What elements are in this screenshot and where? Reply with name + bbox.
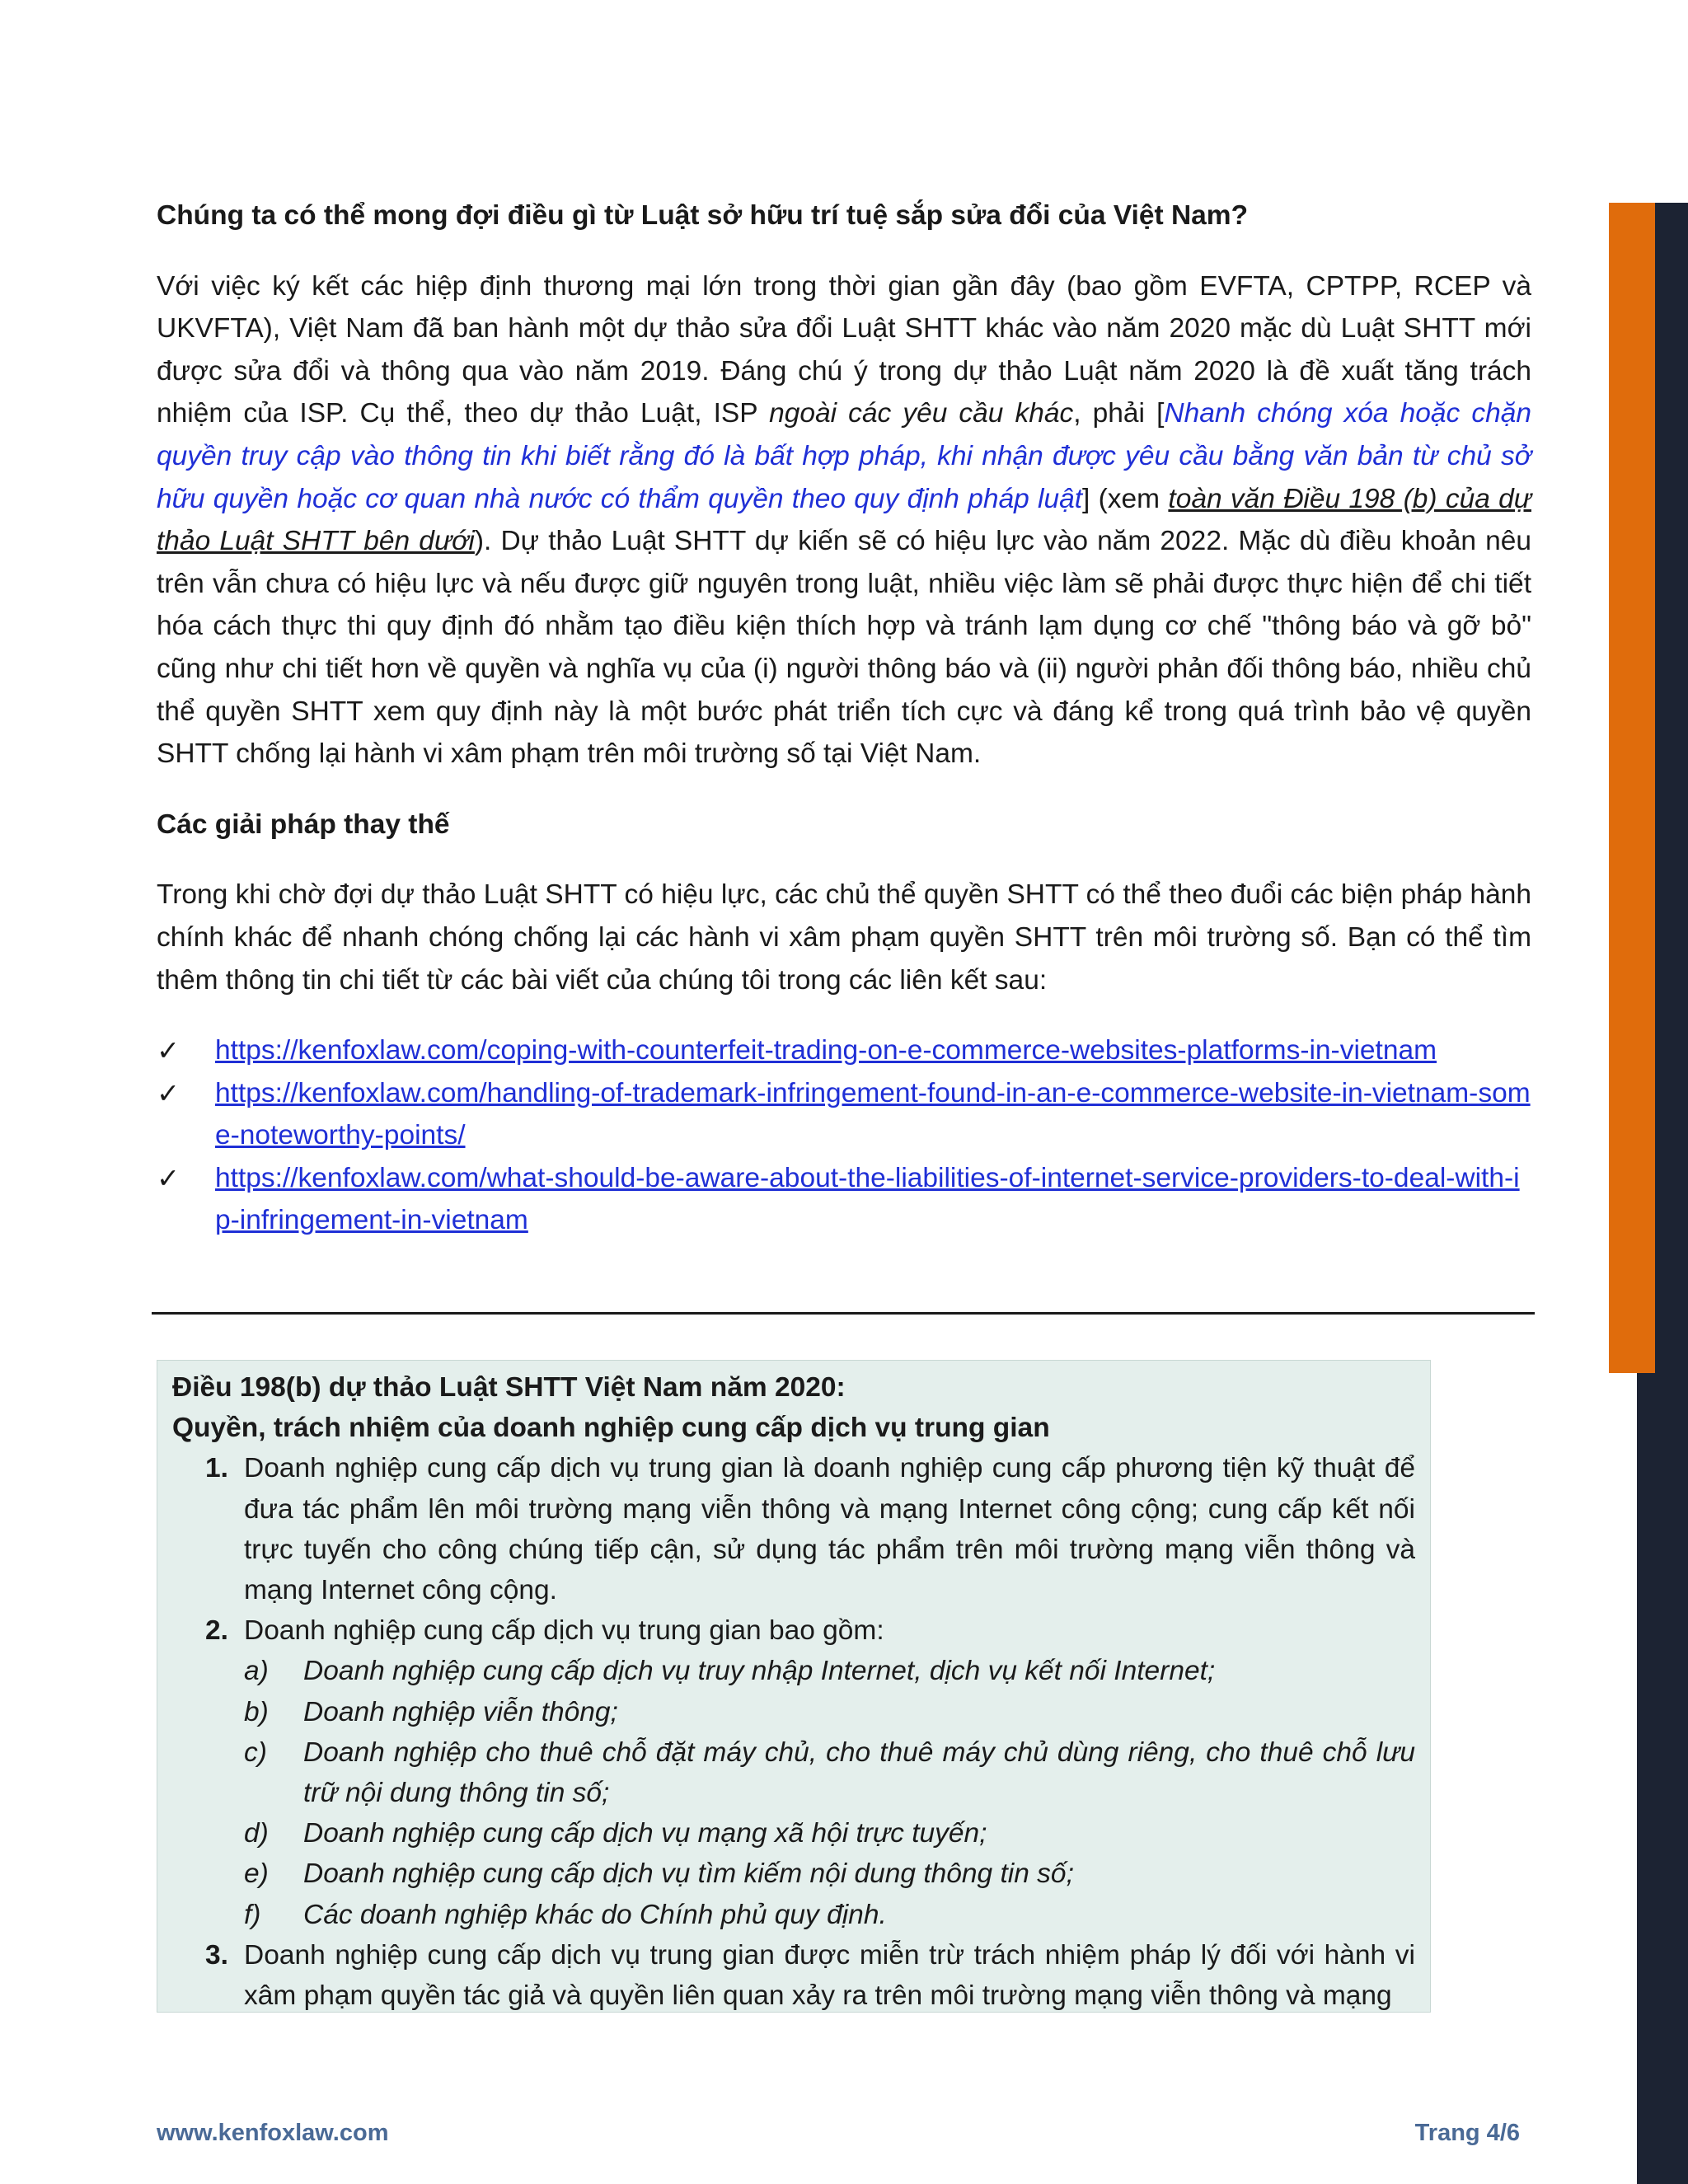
article-link-3[interactable]: https://kenfoxlaw.com/what-should-be-aware-about-the-liabilities-of-internet-service-providers-to-deal-with-ip-infringement-in-vietnam [215,1162,1520,1236]
section-paragraph-alternatives: Trong khi chờ đợi dự thảo Luật SHTT có hiệu lực, các chủ thể quyền SHTT có thể theo đuổi các biện pháp hành chính khác để nhanh chóng chống lại các hành vi xâm phạm quyền SHTT trên môi trường số. Bạn có thể tìm thêm thông tin chi tiết từ các bài viết của chúng tôi trong các liên kết sau: [157,879,1531,996]
sub-clause-item: b) Doanh nghiệp viễn thông; [244,1696,618,1727]
horizontal-divider [152,1312,1535,1315]
footer-page-number: Trang 4/6 [1414,2120,1520,2146]
orange-side-bar [1609,203,1655,1373]
article-198b-box [157,1360,1431,2013]
article-reference: toàn văn Điều 198 (b) của dự thảo Luật SHTT bên dưới [157,483,1531,557]
section-heading-expectations: Chúng ta có thể mong đợi điều gì từ Luật sở hữu trí tuệ sắp sửa đổi của Việt Nam? [157,200,1249,231]
clause-sub-list [244,1651,1415,1934]
clause-item: 2. Doanh nghiệp cung cấp dịch vụ trung gian bao gồm: a) Doanh nghiệp cung cấp dịch vụ truy nhập Internet, dịch vụ kết nối Internet; b) Doanh nghiệp viễn thông; c) Doanh nghiệp cho thuê chỗ đặt máy chủ, cho thuê máy chủ dùng riêng, cho thuê chỗ lưu trữ nội dung thông tin số; d) Doanh nghiệp cung cấp dịch vụ mạng xã hội trực tuyến; e) Doanh nghiệp cung cấp dịch vụ tìm kiếm nội dung thông tin số; f) Các doanh nghiệp khác do Chính phủ quy định. [172,1610,1415,1935]
footer-website: www.kenfoxlaw.com [157,2120,389,2146]
link-list-item [157,1157,1531,1242]
checkmark-icon: ✓ [157,1034,181,1067]
box-title-line-2: Quyền, trách nhiệm của doanh nghiệp cung cấp dịch vụ trung gian [172,1413,1050,1444]
navy-side-bar-lower [1637,1373,1688,2184]
link-list-item [157,1029,1531,1072]
checkmark-icon: ✓ [157,1161,181,1194]
sub-clause-item: a) Doanh nghiệp cung cấp dịch vụ truy nhập Internet, dịch vụ kết nối Internet; [244,1656,1216,1687]
sub-clause-item: f) Các doanh nghiệp khác do Chính phủ quy định. [244,1899,887,1930]
article-link-2[interactable]: https://kenfoxlaw.com/handling-of-trademark-infringement-found-in-an-e-commerce-website-in-vietnam-some-noteworthy-points/ [215,1077,1531,1151]
checkmark-icon: ✓ [157,1076,181,1109]
sub-clause-item: e) Doanh nghiệp cung cấp dịch vụ tìm kiếm nội dung thông tin số; [244,1858,1074,1890]
sub-clause-item: c) Doanh nghiệp cho thuê chỗ đặt máy chủ, cho thuê máy chủ dùng riêng, cho thuê chỗ lưu trữ nội dung thông tin số; [244,1736,1415,1809]
quoted-provision: Nhanh chóng xóa hoặc chặn quyền truy cập vào thông tin khi biết rằng đó là bất hợp pháp, khi nhận được yêu cầu bằng văn bản từ chủ sở hữu quyền hoặc cơ quan nhà nước có thẩm quyền theo quy định pháp luật [157,398,1531,514]
clause-item: 1. Doanh nghiệp cung cấp dịch vụ trung gian là doanh nghiệp cung cấp phương tiện kỹ thuật để đưa tác phẩm lên môi trường mạng viễn thông và mạng Internet công cộng; cung cấp kết nối trực tuyến cho công chúng tiếp cận, sử dụng tác phẩm trên môi trường mạng viễn thông và mạng Internet công cộng. [205,1453,1415,1606]
article-clauses [172,1448,1415,2013]
section-paragraph-expectations: Với việc ký kết các hiệp định thương mại lớn trong thời gian gần đây (bao gồm EVFTA, CPTPP, RCEP và UKVFTA), Việt Nam đã ban hành một dự thảo sửa đổi Luật SHTT khác vào năm 2020 mặc dù Luật SHTT mới được sửa đổi và thông qua vào năm 2019. Đáng chú ý trong dự thảo Luật năm 2020 là đề xuất tăng trách nhiệm của ISP. Cụ thể, theo dự thảo Luật, ISP ngoài các yêu cầu khác, phải [Nhanh chóng xóa hoặc chặn quyền truy cập vào thông tin khi biết rằng đó là bất hợp pháp, khi nhận được yêu cầu bằng văn bản từ chủ sở hữu quyền hoặc cơ quan nhà nước có thẩm quyền theo quy định pháp luật] (xem toàn văn Điều 198 (b) của dự thảo Luật SHTT bên dưới). Dự thảo Luật SHTT dự kiến sẽ có hiệu lực vào năm 2022. Mặc dù điều khoản nêu trên vẫn chưa có hiệu lực và nếu được giữ nguyên trong luật, nhiều việc làm sẽ phải được thực hiện để chi tiết hóa cách thực thi quy định đó nhằm tạo điều kiện thích hợp và tránh lạm dụng cơ chế "thông báo và gỡ bỏ" cũng như chi tiết hơn về quyền và nghĩa vụ của (i) người thông báo và (ii) người phản đối thông báo, nhiều chủ thể quyền SHTT xem quy định này là một bước phát triển tích cực và đáng kể trong quá trình bảo vệ quyền SHTT chống lại hành vi xâm phạm trên môi trường số tại Việt Nam. [157,270,1531,770]
article-link-1[interactable]: https://kenfoxlaw.com/coping-with-counterfeit-trading-on-e-commerce-websites-platforms-in-vietnam [215,1035,1437,1066]
box-title-line-1: Điều 198(b) dự thảo Luật SHTT Việt Nam năm 2020: [172,1372,846,1403]
link-list-item [157,1072,1531,1157]
section-heading-alternatives: Các giải pháp thay thế [157,808,450,840]
clause-item: 3. Doanh nghiệp cung cấp dịch vụ trung gian được miễn trừ trách nhiệm pháp lý đối với hành vi xâm phạm quyền tác giả và quyền liên quan xảy ra trên môi trường mạng viễn thông và mạng [205,1939,1415,2012]
document-body [157,194,1531,1242]
sub-clause-item: d) Doanh nghiệp cung cấp dịch vụ mạng xã hội trực tuyến; [244,1818,987,1849]
link-list [157,1029,1531,1242]
